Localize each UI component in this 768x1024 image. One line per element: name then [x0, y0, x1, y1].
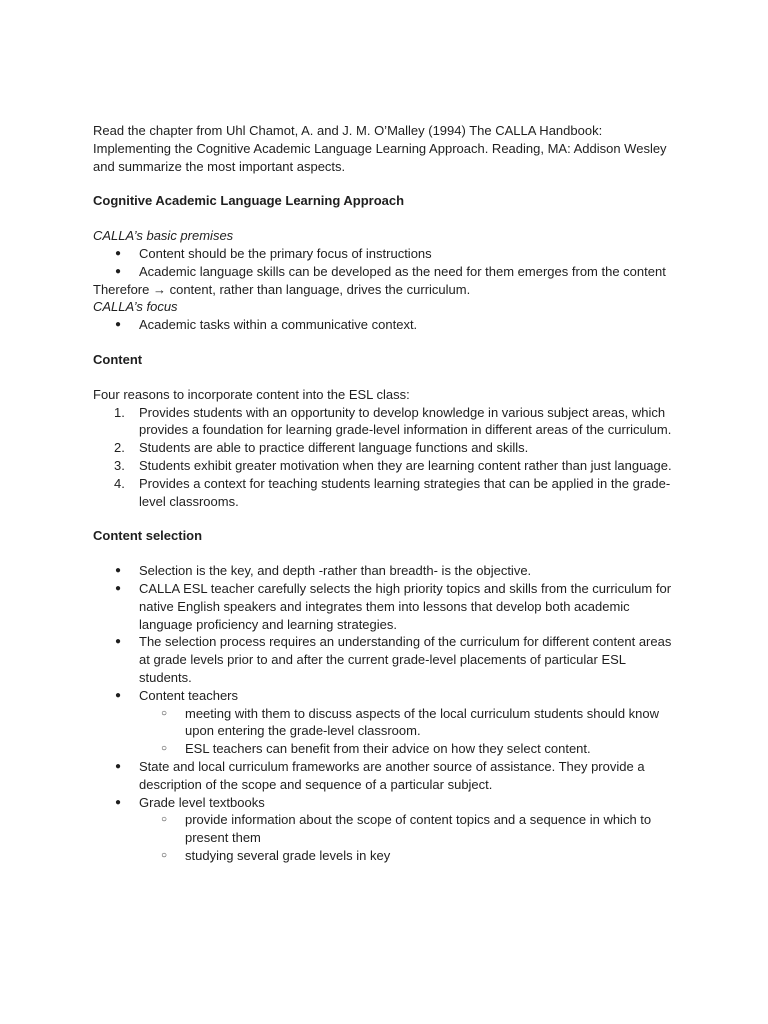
intro-paragraph: Read the chapter from Uhl Chamot, A. and J. M. O’Malley (1994) The CALLA Handbook: Implementing the Cognitive Academic Language Learning Approach. Reading, MA: Addison Wesley and summarize the most important aspects.: [93, 123, 667, 174]
list-item: ● State and local curriculum frameworks are another source of assistance. They provide a description of the scope and sequence of a particular subject.: [93, 758, 678, 794]
list-item-text: Grade level textbooks: [139, 794, 265, 810]
section-heading-content: Content: [93, 351, 143, 367]
premises-list: [93, 245, 678, 281]
list-item-text: Students are able to practice different language functions and skills.: [139, 440, 529, 456]
list-item: ● Content should be the primary focus of instructions: [93, 245, 678, 263]
list-item: [93, 457, 678, 475]
list-item-text: Provides a context for teaching students learning strategies that can be applied in the grade-level classrooms.: [139, 475, 671, 509]
reasons-lead: Four reasons to incorporate content into the ESL class:: [93, 386, 410, 402]
list-item-text: Students exhibit greater motivation when they are learning content rather than just language.: [139, 457, 672, 473]
therefore-line: Therefore → content, rather than language, drives the curriculum.: [93, 281, 471, 297]
list-item-text: Content teachers: [139, 687, 239, 703]
list-item: ● CALLA ESL teacher carefully selects the high priority topics and skills from the curriculum for native English speakers and integrates them into lessons that develop both academic language proficiency and learning strategies.: [93, 580, 678, 633]
section-heading-content-selection: Content selection: [93, 528, 203, 544]
list-item: ● Selection is the key, and depth -rather than breadth- is the objective.: [93, 562, 678, 580]
sublist-item: ○ meeting with them to discuss aspects of the local curriculum students should know upon entering the grade-level classroom.: [139, 705, 678, 741]
list-number: 4.: [114, 475, 125, 491]
sublist-item: ○ studying several grade levels in key: [139, 847, 678, 865]
list-item: ● The selection process requires an understanding of the curriculum for different content areas at grade levels prior to and after the current grade-level placements of particular ESL students.: [93, 633, 678, 686]
list-item: [93, 475, 678, 511]
list-item: [93, 404, 678, 440]
textbooks-sublist: [139, 811, 678, 864]
list-item: ● Academic language skills can be developed as the need for them emerges from the content: [93, 263, 678, 281]
content-teachers-sublist: [139, 705, 678, 758]
list-item: [93, 439, 678, 457]
list-item-grade-textbooks: [93, 794, 678, 865]
reasons-list: [93, 404, 678, 511]
section-heading-calla: Cognitive Academic Language Learning Approach: [93, 193, 405, 209]
list-number: 3.: [114, 457, 125, 473]
premises-title: CALLA’s basic premises: [93, 228, 234, 244]
sublist-item: ○ ESL teachers can benefit from their advice on how they select content.: [139, 740, 678, 758]
selection-list: [93, 562, 678, 865]
list-item-content-teachers: [93, 687, 678, 758]
list-item: ● Academic tasks within a communicative context.: [93, 316, 678, 334]
list-number: 1.: [114, 404, 125, 420]
list-item-text: Provides students with an opportunity to develop knowledge in various subject areas, which provides a foundation for learning grade-level information in different areas of the curriculum.: [139, 404, 672, 438]
list-number: 2.: [114, 440, 125, 456]
focus-list: [93, 316, 678, 334]
focus-title: CALLA’s focus: [93, 299, 178, 315]
sublist-item: ○ provide information about the scope of content topics and a sequence in which to present them: [139, 811, 678, 847]
